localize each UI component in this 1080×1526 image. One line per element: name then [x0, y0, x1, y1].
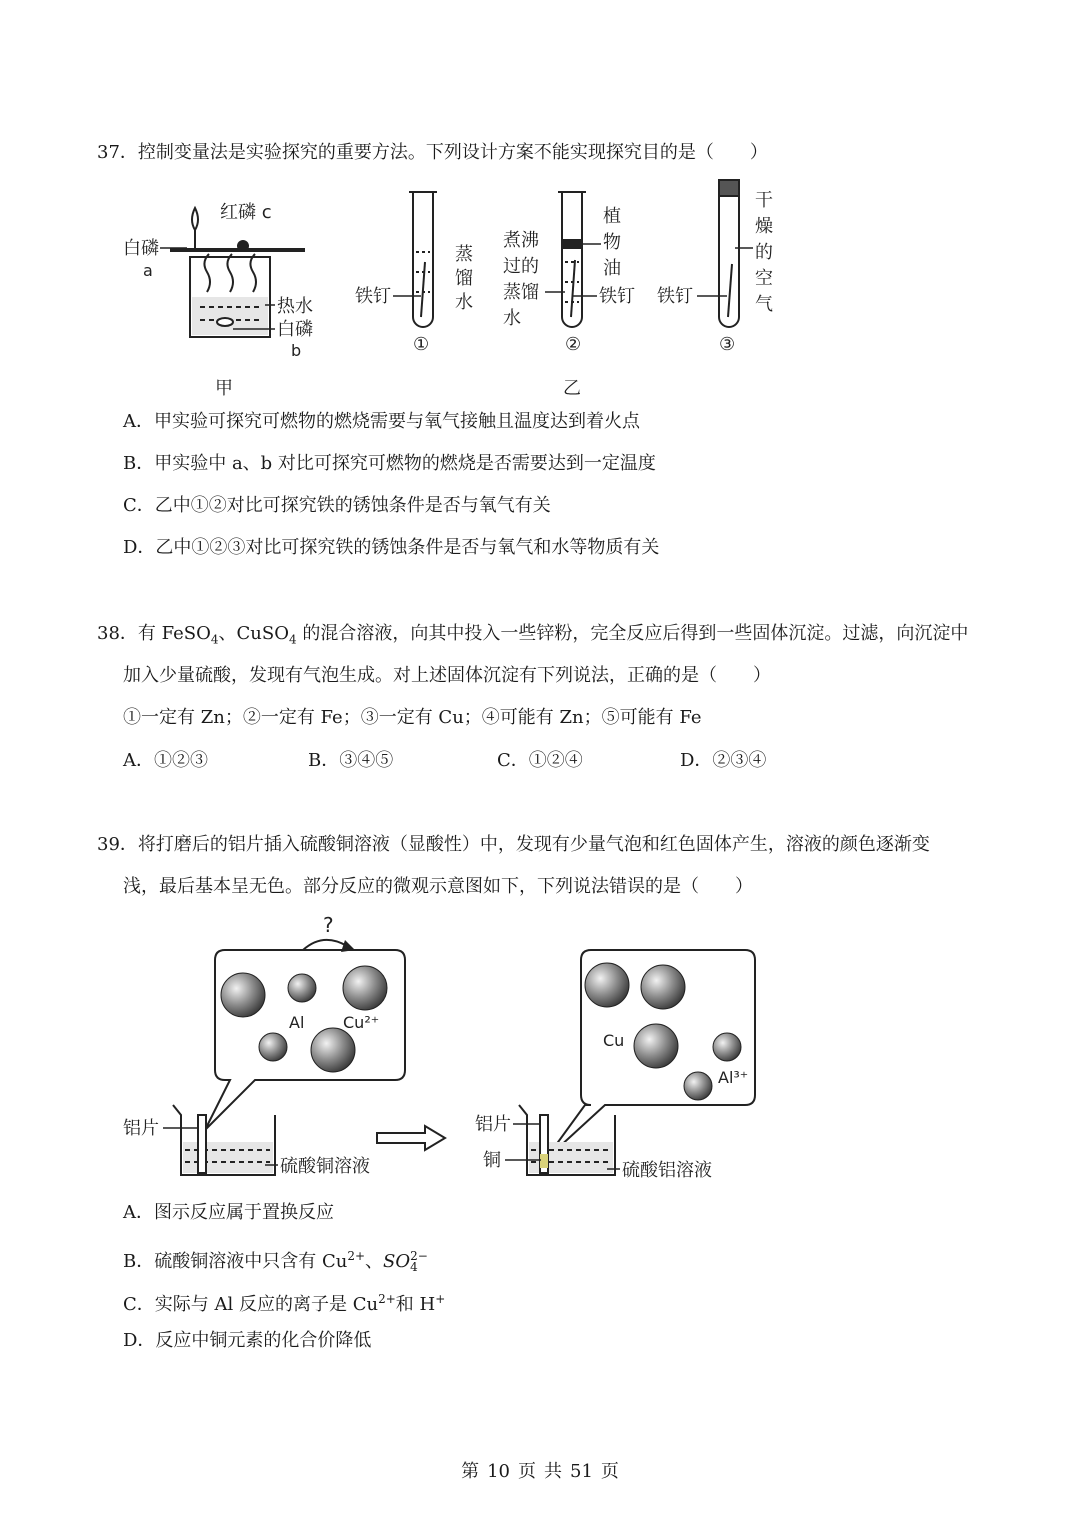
- al3-ion-2: [684, 1072, 712, 1100]
- q39-option-c: C．实际与 Al 反应的离子是 $Cu^{2+}$和 H+: [123, 1292, 446, 1315]
- label-al-sheet-right: 铝片: [475, 1114, 511, 1135]
- al3-ion-1: [713, 1033, 741, 1061]
- q38-option-a: A．①②③: [123, 750, 208, 771]
- cu2-ion-3: [311, 1028, 355, 1072]
- t2-left-4: 水: [503, 308, 521, 329]
- t3-air-2: 燥: [755, 216, 773, 237]
- label-cu2: Cu²⁺: [343, 1013, 380, 1032]
- t2-oil-2: 物: [603, 232, 621, 253]
- al-atom-2: [259, 1033, 287, 1061]
- t2-nail: 铁钉: [599, 286, 635, 307]
- label-white-phosphorus-b2: b: [291, 341, 302, 360]
- label-al3: Al³⁺: [718, 1068, 749, 1087]
- label-al: Al: [289, 1013, 305, 1032]
- label-cu: Cu: [603, 1031, 625, 1050]
- test-tube-2: [558, 192, 586, 327]
- t1-water-2: 馏: [455, 268, 473, 289]
- q37-figure: [115, 172, 795, 402]
- t3-air-5: 气: [755, 294, 773, 315]
- q39-stem-line1: 39．将打磨后的铝片插入硫酸铜溶液（显酸性）中，发现有少量气泡和红色固体产生，溶液的颜色逐渐变: [97, 834, 930, 855]
- page-footer: 第 10 页 共 51 页: [461, 1461, 619, 1482]
- label-white-phosphorus-a1: 白磷: [123, 238, 159, 259]
- apparatus-jia: [170, 208, 305, 337]
- test-tube-1: [409, 192, 437, 327]
- q37-option-d: D．乙中①②③对比可探究铁的锈蚀条件是否与氧气和水等物质有关: [123, 537, 660, 558]
- cu2-ion-2: [343, 966, 387, 1010]
- t2-left-3: 蒸馏: [503, 282, 539, 303]
- t2-num: ②: [565, 334, 582, 355]
- label-al2so43: 硫酸铝溶液: [622, 1160, 712, 1181]
- caption-jia: 甲: [215, 378, 233, 399]
- q38-stem: 38．有 FeSO$_4$、CuSO$_4$ 的混合溶液，向其中投入一些锌粉，完全反应后得到一些固体沉淀。过滤，向沉淀中: [97, 623, 969, 647]
- t1-num: ①: [413, 334, 430, 355]
- cu2-ion-1: [221, 973, 265, 1017]
- t2-left-2: 过的: [503, 256, 539, 277]
- label-copper: 铜: [483, 1150, 501, 1171]
- q39-option-d: D．反应中铜元素的化合价降低: [123, 1330, 372, 1351]
- q37-option-b: B．甲实验中 a、b 对比可探究可燃物的燃烧是否需要达到一定温度: [123, 453, 656, 474]
- label-hot-water: 热水: [277, 296, 313, 317]
- q39-option-a: A．图示反应属于置换反应: [123, 1202, 334, 1223]
- t2-left-1: 煮沸: [503, 230, 539, 251]
- q37-stem: 37．控制变量法是实验探究的重要方法。下列设计方案不能实现探究目的是（ ）: [97, 142, 768, 163]
- question-mark: ?: [323, 913, 334, 937]
- q38-option-d: D．②③④: [680, 750, 767, 771]
- t2-oil-3: 油: [603, 258, 621, 279]
- t2-oil-1: 植: [603, 206, 621, 227]
- q38-statements: ①一定有 Zn；②一定有 Fe；③一定有 Cu；④可能有 Zn；⑤可能有 Fe: [123, 707, 702, 728]
- q38-option-c: C．①②④: [497, 750, 583, 771]
- cu-atom-1: [585, 963, 629, 1007]
- al-atom: [288, 974, 316, 1002]
- caption-yi: 乙: [563, 378, 581, 399]
- t1-water-1: 蒸: [455, 244, 473, 265]
- t1-nail: 铁钉: [355, 286, 391, 307]
- label-al-sheet-left: 铝片: [123, 1118, 159, 1139]
- q37-option-a: A．甲实验可探究可燃物的燃烧需要与氧气接触且温度达到着火点: [123, 411, 640, 432]
- label-cuso4: 硫酸铜溶液: [280, 1156, 370, 1177]
- t3-air-1: 干: [755, 190, 773, 211]
- q38-option-b: B．③④⑤: [308, 750, 394, 771]
- label-red-phosphorus: 红磷 c: [220, 202, 272, 223]
- q39-stem-line2: 浅，最后基本呈无色。部分反应的微观示意图如下，下列说法错误的是（ ）: [123, 876, 753, 897]
- q37-option-c: C．乙中①②对比可探究铁的锈蚀条件是否与氧气有关: [123, 495, 551, 516]
- t3-air-4: 空: [755, 268, 773, 289]
- t1-water-3: 水: [455, 292, 473, 313]
- cu-atom-2: [641, 965, 685, 1009]
- q38-stem-line2: 加入少量硫酸，发现有气泡生成。对上述固体沉淀有下列说法，正确的是（ ）: [123, 665, 771, 686]
- test-tube-3: [719, 180, 739, 327]
- label-white-phosphorus-a2: a: [143, 261, 153, 280]
- q39-figure: [115, 910, 775, 1190]
- reaction-arrow: [377, 1126, 445, 1150]
- t3-air-3: 的: [755, 242, 773, 263]
- cu-atom-3: [634, 1024, 678, 1068]
- q39-option-b: B．硫酸铜溶液中只含有 $Cu^{2+}$、SO 2− 4: [123, 1249, 428, 1274]
- t3-num: ③: [719, 334, 736, 355]
- label-white-phosphorus-b1: 白磷: [277, 319, 313, 340]
- t3-nail: 铁钉: [657, 286, 693, 307]
